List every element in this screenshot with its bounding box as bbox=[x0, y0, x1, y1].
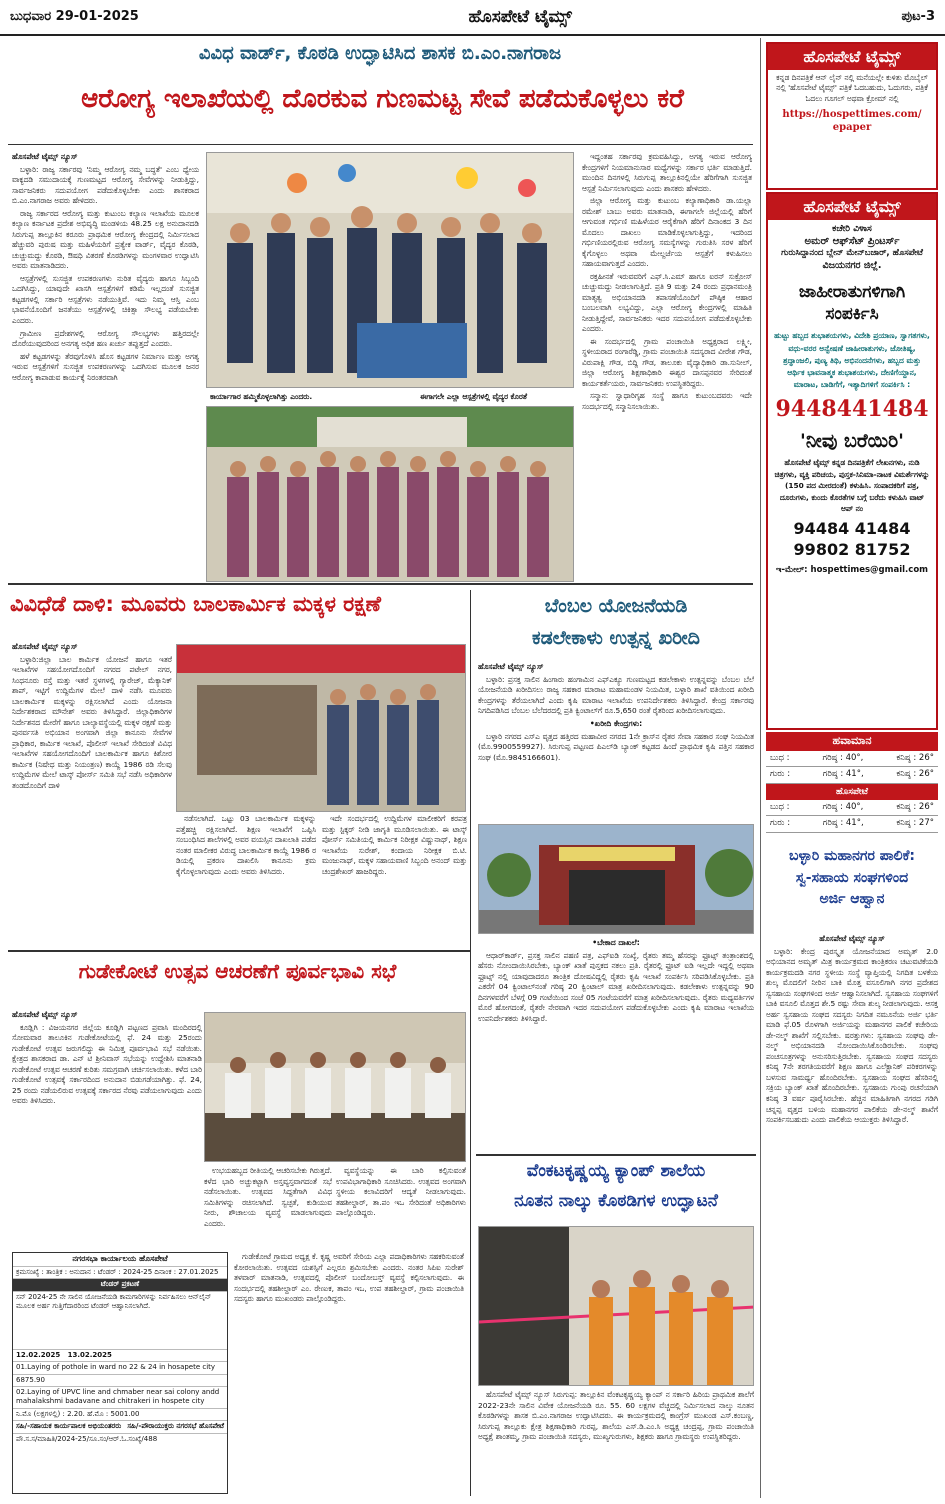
email-link[interactable]: hospettimes@gmail.com bbox=[810, 564, 929, 575]
bembala-headline-1: ಬೆಂಬಲ ಯೋಜನೆಯಡಿ bbox=[544, 595, 688, 617]
tender-office: ನಗರಸಭಾ ಕಾರ್ಯಾಲಯ ಹೊಸಪೇಟೆ bbox=[13, 1253, 227, 1267]
tender-ref: ಕ್ರಮಸಂಖ್ಯೆ : ತಾಂತ್ರಿಕ : ಅನುದಾನ : ಟೆಂಡರ್ : 2024-25 ದಿನಾಂಕ : 27.01.2025 bbox=[13, 1267, 227, 1279]
child-labour-column-3 bbox=[322, 814, 467, 944]
divider bbox=[8, 144, 753, 145]
weather-row bbox=[766, 751, 938, 767]
contact-heading: ಸಂಪರ್ಕಿಸಿ bbox=[825, 304, 879, 325]
divider bbox=[760, 38, 761, 1498]
tender-date-2: 13.02.2025 bbox=[67, 1350, 112, 1359]
write-text: ಹೊಸಪೇಟೆ ಟೈಮ್ಸ್ ಕನ್ನಡ ದಿನಪತ್ರಿಕೆಗೆ ಲೇಖನಗಳು, ನುಡಿ ಚಿತ್ರಗಳು, ವ್ಯಕ್ತಿ ಪರಿಚಯ, ಪುಸ್ತಕ-ಸಿನಿಮಾ-ನಾಟಕ ವಿಮರ್ಶೆಗಳನ್ನು (150 ಪದ ಮೀರದಂತೆ) ಕಳುಹಿಸಿ. ಸಂಪಾದಕರಿಗೆ ಪತ್ರ, ದೂರುಗಳು, ಕುಂದು ಕೊರತೆಗಳ ಬಗ್ಗೆ ಬರೆದು ಕಳುಹಿಸಿ ವಾಟ್ ಆಪ್ ನಂ bbox=[774, 458, 930, 514]
palike-headline bbox=[764, 846, 940, 911]
child-labour-column-1 bbox=[12, 642, 172, 942]
weather-day: ಬುಧ : bbox=[770, 801, 790, 812]
gudekote-paragraph: ಗುಡೇಕೋಟೆ ಗ್ರಾಮದ ಅಧ್ಯಕ್ಷ ಕೆ. ಕೃಷ್ಣ ಅವರಿಗೆ ಸೇರಿಯ ಎಲ್ಲಾ ಪದಾಧಿಕಾರಿಗಳು ಸಹಕರಿಸುವಂತೆ ಕೋರಲಾಯಿತು. ಉತ್ಸವದ ಯಶಸ್ಸಿಗೆ ಎಲ್ಲರೂ ಶ್ರಮಿಸಬೇಕು ಎಂದರು. ನಂತರ ಸಿಪಿಐ ಸುರೇಶ್ ತಳವಾರ್ ಮಾತನಾಡಿ, ಉತ್ಸವದಲ್ಲಿ ಪೊಲೀಸ್ ಬಂದೋಬಸ್ತ್ ವ್ಯವಸ್ಥೆ ಕಲ್ಪಿಸಲಾಗುವುದು. ಈ ಸಂದರ್ಭದಲ್ಲಿ ತಹಶೀಲ್ದಾರ್ ಎಂ. ರೇಣುಕ, ತಾಪಂ ಇಒ, ಉಪ ತಹಶೀಲ್ದಾರ್, ಗ್ರಾಮ ಪಂಚಾಯಿತಿ ಸದಸ್ಯರು ಹಾಗೂ ಮುಖಂಡರು ಪಾಲ್ಗೊಂಡಿದ್ದರು. bbox=[234, 1252, 464, 1304]
child-labour-photo bbox=[176, 644, 466, 812]
weather-row bbox=[766, 816, 938, 832]
weather-max: ಗರಿಷ್ಠ : 41°, bbox=[822, 769, 864, 780]
weather-min: ಕನಿಷ್ಠ : 26° bbox=[896, 801, 934, 812]
epaper-url-path[interactable]: epaper bbox=[832, 122, 872, 134]
gudekote-byline: ಹೊಸಪೇಟೆ ಟೈಮ್ಸ್ ನ್ಯೂಸ್ bbox=[12, 1010, 78, 1019]
school-headline-2: ನೂತನ ನಾಲ್ಕು ಕೊಠಡಿಗಳ ಉದ್ಘಾಟನೆ bbox=[514, 1191, 718, 1211]
child-labour-paragraph: ಬಳ್ಳಾರಿ:ಜಿಲ್ಲಾ ಬಾಲ ಕಾರ್ಮಿಕ ಯೋಜನೆ ಹಾಗೂ ಇತರೆ ಇಲಾಖೆಗಳ ಸಹಯೋಗದೊಂದಿಗೆ ನಗರದ ಪಟೇಲ್ ನಗರ, ಸಿಂಧನೂರು ರಸ್ತೆ ಮತ್ತು ಇತರೆ ಸ್ಥಳಗಳಲ್ಲಿ ಗ್ಯಾರೇಜ್, ಮೆಕ್ಯಾನಿಕ್ ಶಾಪ್, ಇಟ್ಟಿಗೆ ಉದ್ದಿಮೆಗಳ ಮೇಲೆ ದಾಳಿ ನಡೆಸಿ ಮೂವರು ಬಾಲಕಾರ್ಮಿಕ ಮಕ್ಕಳನ್ನು ರಕ್ಷಿಸಲಾಗಿದೆ ಎಂದು ಯೋಜನಾ ನಿರ್ದೇಶಕರಾದ ಮೌನೇಶ್ ಅವರು ತಿಳಿಸಿದ್ದಾರೆ. ಜಿಲ್ಲಾಧಿಕಾರಿಗಳ ನಿರ್ದೇಶನದ ಮೇರೆಗೆ ಹಾಗೂ ಬಾಲ್ಯಾವಸ್ಥೆಯಲ್ಲಿ ಮಕ್ಕಳ ರಕ್ಷಣೆ ಮತ್ತು ಪುನರ್ವಸತಿ ಅಭಿಯಾನ ಅಂಗವಾಗಿ ಜಿಲ್ಲಾ ಕಾನೂನು ಸೇವೆಗಳ ಪ್ರಾಧಿಕಾರ, ಕಾರ್ಮಿಕ ಇಲಾಖೆ, ಪೊಲೀಸ್ ಇಲಾಖೆ ಸೇರಿದಂತೆ ವಿವಿಧ ಇಲಾಖೆಗಳ ಸಹಯೋಗದೊಂದಿಗೆ ಬಾಲಕಾರ್ಮಿಕ ಹಾಗೂ ಕಿಶೋರ ಕಾರ್ಮಿಕ (ನಿಷೇಧ ಮತ್ತು ನಿಯಂತ್ರಣ) ಕಾಯ್ದೆ 1986 ರಡಿ ಸೆಲವು ಉದ್ದಿಮೆಗಳ ಮೇಲೆ ಟಾಸ್ಕ್ ಪೋರ್ಸ್ ಸಮಿತಿ ಸಭೆ ನಡೆಸಿ ಅಧಿಕಾರಿಗಳ ತಂಡದೊಂದಿಗೆ ದಾಳಿ bbox=[12, 654, 172, 790]
bembala-paragraph: ಆಧಾರ್‌ಕಾರ್ಡ್, ಪ್ರಸಕ್ತ ಸಾಲಿನ ಪಹಣಿ ಪತ್ರ, ಎಫ್‌ಐಡಿ ಸಂಖ್ಯೆ, ರೈತರು ತಮ್ಮ ಹೆಸರನ್ನು ಫ್ರೂಟ್ಸ್ ತಂತ್ರಾಂಶದಲ್ಲಿ ಹೆಸರು ನೋಂದಾಯಿಸಿರಬೇಕು, ಬ್ಯಾಂಕ್ ಖಾತೆ ಪುಸ್ತಕದ ನಕಲು ಪ್ರತಿ. ರೈತರಲ್ಲಿ ಫ್ರೂಟ್ ಐಡಿ ಇಲ್ಲದೇ ಇದ್ದಲ್ಲಿ ಅಥವಾ ಫ್ರೂಟ್ಸ್ ನಲ್ಲಿ ಯಾವುದಾದರೂ ತಾಂತ್ರಿಕ ದೋಷವಿದ್ದಲ್ಲಿ ರೈತರು ಕೃಷಿ ಇಲಾಖೆ ಸಂಪರ್ಕಿಸಿ ಸರಿಪಡಿಸಿಕೊಳ್ಳಬೇಕು. ಪ್ರತಿ ಎಕರೆಗೆ 04 ಕ್ವಿಂಟಾಲ್‌ನಂತೆ ಗರಿಷ್ಠ 20 ಕ್ವಿಂಟಾಲ್ ಮಾತ್ರ ಖರೀದಿಸಲಾಗುವುದು. ಕಡಲೇಕಾಳು ಉತ್ಪನ್ನವನ್ನು 90 ದಿನಗಳವರೆಗೆ ಬೆಳಗ್ಗೆ 09 ಗಂಟೆಯಿಂದ ಸಂಜೆ 05 ಗಂಟೆಯವರೆಗೆ ಮಾತ್ರ ಖರೀದಿಸಲಾಗುವುದು. ರೈತರು ಮಧ್ಯವರ್ತಿಗಳ ಮೊರೆ ಹೋಗದಂತೆ, ರೈತರೇ ನೇರವಾಗಿ ಇದರ ಸದುಪಯೋಗ ಪಡೆದುಕೊಳ್ಳಬೇಕು ಎಂದು ಕೃಷಿ ಮಾರಾಟ ಇಲಾಖೆಯ ಉಪನಿರ್ದೇಶಕರು ತಿಳಿಸಿದ್ದಾರೆ. bbox=[478, 950, 754, 1023]
weather-min: ಕನಿಷ್ಠ : 27° bbox=[896, 818, 934, 829]
lead-column-1 bbox=[12, 152, 199, 580]
whatsapp-phone-1[interactable]: 94484 41484 bbox=[793, 518, 911, 538]
lead-paragraph: ಆಸ್ಪತ್ರೆಗಳಲ್ಲಿ ಸುಸಜ್ಜಿತ ಉಪಕರಣಗಳು ನುರಿತ ವೈದ್ಯರು ಹಾಗೂ ಸಿಬ್ಬಂದಿ ಒದಗಿಸಿದ್ದು, ಯಾವುದೇ ಖಾಸಗಿ ಆಸ್ಪತ್ರೆಗಳಿಗೆ ಕಡಿಮೆ ಇಲ್ಲದಂತೆ ಸುಸಜ್ಜಿತ ಕಟ್ಟಡಗಳಲ್ಲಿ ಸರ್ಕಾರಿ ಆಸ್ಪತ್ರೆಗಳು ನಡೆಯುತ್ತಿವೆ. ಇದು ನಿಮ್ಮ ಆಸ್ತಿ ಎಂಬ ಭಾವನೆಯೊಂದಿಗೆ ಜನತೆಯು ಆಸ್ಪತ್ರೆಗಳಲ್ಲಿ ಚಿಕಿತ್ಸಾ ಸೌಲಭ್ಯ ಪಡೆಯಬೇಕು ಎಂದರು. bbox=[12, 273, 199, 325]
ads-list: ಹುಟ್ಟು ಹಬ್ಬದ ಶುಭಾಶಯಗಳು, ವಿದೇಶಿ ಪ್ರಯಾಣ, ಸ್ವಾಗತಗಳು, ವಧು-ವರರ ಅನ್ವೇಷಣೆ ಜಾಹೀರಾತುಗಳು, ಜೋತಿಷ್ಯ, ಶ್ರದ್ಧಾಂಜಲಿ, ಪುಣ್ಯ ತಿಥಿ, ಅಭಿನಂದನೆಗಳು, ಹಬ್ಬದ ಮತ್ತು ಆರ್ಥಿಕ ಭಾವನಾತ್ಮಕ ಶುಭಾಶಯಗಳು, ದೇಣಿಗೆಯ್ದಾನ, ಮಾರಾಟ, ಬಾಡಿಗೆಗೆ, ಇತ್ಯಾದಿಗಳಿಗೆ ಸಂಪರ್ಕಿಸಿ : bbox=[774, 331, 930, 389]
gudekote-paragraph: ಉಭಯಹಬ್ಬದ ರೀತಿಯಲ್ಲಿ ಆಚರಿಸಬೇಕು ಗಿರುತ್ತದೆ. ಕಳೆದ ಭಾರಿ ಅಚ್ಚುಕಟ್ಟಾಗಿ ಅಸ್ತವ್ಯಸ್ತವಾಗದಂತೆ ಸಭೆ ನಡೆಸಲಾಯಿತು. ಉತ್ಸವದ ಸಿದ್ದತೆಗಾಗಿ ವಿವಿಧ ಸಮಿತಿಗಳನ್ನು ರಚಿಸಲಾಗಿದೆ. ಸ್ವಚ್ಛತೆ, ಕುಡಿಯುವ ನೀರು, ಶೌಚಾಲಯ ವ್ಯವಸ್ಥೆ ಮಾಡಲಾಗುವುದು ಎಂದರು. bbox=[204, 1166, 332, 1228]
tender-sign-right: ಸಹಿ/-ಪೌರಾಯುಕ್ತರು ನಗರಸಭೆ ಹೊಸಪೇಟೆ bbox=[127, 1422, 224, 1431]
sidebar-brand-2: ಹೊಸಪೇಟೆ ಟೈಮ್ಸ್ bbox=[768, 194, 936, 220]
bembala-body-bottom bbox=[478, 938, 754, 1150]
bembala-paragraph: ಬಳ್ಳಾರಿ: ಪ್ರಸಕ್ತ ಸಾಲಿನ ಹಿಂಗಾರು ಹಂಗಾಮಿನ ಎಫ್‌ಎಕ್ಯೂ ಗುಣಮಟ್ಟದ ಕಡಲೇಕಾಳು ಉತ್ಪನ್ನವನ್ನು ಬೆಂಬಲ ಬೆಲೆ ಯೋಜನೆಯಡಿ ಖರೀದಿಸಲು ರಾಜ್ಯ ಸಹಕಾರ ಮಾರಾಟ ಮಹಾಮಂಡಳ ನಿಯಮಿತ, ಬಳ್ಳಾರಿ ಶಾಖೆ ವತಿಯಿಂದ ಖರೀದಿ ಕೇಂದ್ರಗಳನ್ನು ತೆರೆಯಲಾಗಿದೆ ಎಂದು ಕೃಷಿ ಮಾರಾಟ ಇಲಾಖೆಯ ಉಪನಿರ್ದೇಶಕರು ತಿಳಿಸಿದ್ದಾರೆ. ಕೇಂದ್ರ ಸರ್ಕಾರವು ನಿಗದಿಪಡಿಸಿದ ಬೆಂಬಲ ಬೆಲೆದರದಲ್ಲಿ ಪ್ರತಿ ಕ್ವಿಂಟಾಲ್‌ಗೆ ರೂ.5,650 ರಂತೆ ರೈತರಿಂದ ಖರೀದಿಸಲಾಗುವುದು. bbox=[478, 674, 754, 716]
child-labour-paragraph: ನಡೆಸಲಾಗಿದೆ. ಒಟ್ಟು 03 ಬಾಲಕಾರ್ಮಿಕ ಮಕ್ಕಳನ್ನು ಪತ್ತೆಹಚ್ಚಿ ರಕ್ಷಿಸಲಾಗಿದೆ. ಶಿಕ್ಷಣ ಇಲಾಖೆಗೆ ಒಪ್ಪಿಸಿ ಸಂಬಂಧಿಸಿದ ಶಾಲೆಗಳಲ್ಲಿ ಅವರ ವಯಸ್ಸಿನ ದಾಖಲಾತಿ ಪಡೆದ ನಂತರ ಮಾಲೀಕರ ವಿರುದ್ಧ ಬಾಲಕಾರ್ಮಿಕ ಕಾಯ್ದೆ 1986 ರ ಡಿಯಲ್ಲಿ ಪ್ರಕರಣ ದಾಖಲಿಸಿ ಕಾನೂನು ಕ್ರಮ ಕೈಗೊಳ್ಳಲಾಗುವುದು ಎಂದು ಅವರು ತಿಳಿಸಿದರು. bbox=[176, 814, 316, 876]
tender-work-1: 01.Laying of pothole in ward no 22 & 24 in hosapete city bbox=[13, 1362, 227, 1374]
lead-paragraph: ಬಳ್ಳಾರಿ: ರಾಜ್ಯ ಸರ್ಕಾರವು 'ನಿಮ್ಮ ಆರೋಗ್ಯ ನಮ್ಮ ಬದ್ಧತೆ' ಎಂಬ ಧ್ಯೇಯ ವಾಕ್ಯದಡಿ ಸಮುದಾಯಕ್ಕೆ ಗುಣಮಟ್ಟದ ಆರೋಗ್ಯ ಸೇವೆಗಳನ್ನು ನೀಡುತ್ತಿದ್ದು, ಸಾರ್ವಜನಿಕರು ಸದುಪಯೋಗ ಪಡೆದುಕೊಳ್ಳಬೇಕು ಎಂದು ಶಾಸಕರಾದ ಬಿ.ಎಂ.ನಾಗರಾಜ ಅವರು ಹೇಳಿದರು. bbox=[12, 164, 199, 206]
lead-paragraph: ಜಿಲ್ಲಾ ಆರೋಗ್ಯ ಮತ್ತು ಕುಟುಂಬ ಕಲ್ಯಾಣಾಧಿಕಾರಿ ಡಾ.ಯಲ್ಲಾ ರಮೇಶ್ ಬಾಬು ಅವರು ಮಾತನಾಡಿ, ಈಗಾಗಲೇ ಜಿಲ್ಲೆಯಲ್ಲಿ ಹೆರಿಗೆ ಆಗುವಂತ ಗರ್ಭಿಣಿ ಮಹಿಳೆಯರ ಆರೈಕೆಗಾಗಿ ಹೆರಿಗೆ ದಿನಾಂಕದ 3 ದಿನ ಮೊದಲು ದಾಖಲು ಮಾಡಿಕೊಳ್ಳಲಾಗುತ್ತಿದ್ದು, ಇದರಿಂದ ಗರ್ಭಿಣಿಯರಲ್ಲಿರುವ ಆರೋಗ್ಯ ಸಮಸ್ಯೆಗಳನ್ನು ಗುರುತಿಸಿ ಸರಳ ಹೆರಿಗೆ ಕೈಗೊಳ್ಳಲು ಅಥವಾ ಮೇಲ್ದರ್ಜೆಯ ಆಸ್ಪತ್ರೆಗೆ ಕಳುಹಿಸಲು ಸಹಾಯವಾಗುತ್ತದೆ ಎಂದರು. bbox=[582, 196, 752, 269]
newspaper-name: ಹೊಸಪೇಟೆ ಟೈಮ್ಸ್ bbox=[468, 6, 572, 27]
tender-body: ಸನ್ 2024-25 ನೇ ಸಾಲಿನ ಯೋಜನೆಯಡಿ ಕಾಮಗಾರಿಗಳನ್ನು ನಿರ್ವಹಿಸಲು ಆನ್‌ಲೈನ್ ಮೂಲಕ ಅರ್ಹ ಗುತ್ತಿಗೆದಾರರಿಂದ ಟೆಂಡರ್ ಆಹ್ವಾನಿಸಲಾಗಿದೆ. bbox=[13, 1292, 227, 1350]
weather-day: ಗುರು : bbox=[770, 769, 791, 780]
email-label: ಇ-ಮೇಲ್: bbox=[775, 564, 808, 575]
child-labour-column-2 bbox=[176, 814, 316, 944]
weather-day: ಗುರು : bbox=[770, 818, 791, 829]
lead-paragraph: ಸನ್ಮಾನ: ಸ್ವಾಧಾರಿಗೃಹ ಸಂಸ್ಥೆ ಹಾಗೂ ಕುಟುಂಬದವರು ಇದೇ ಸಂದರ್ಭದಲ್ಲಿ ಸನ್ಮಾನಿಸಲಾಯಿತು. bbox=[582, 391, 752, 411]
gudekote-column-1 bbox=[12, 1010, 202, 1246]
lead-photo-caption-1: ಕಾರ್ಯಾಗಾರ ಹಮ್ಮಿಕೊಳ್ಳಲಾಗಿತ್ತು ಎಂದರು. bbox=[210, 392, 313, 401]
gudekote-paragraph: ವ್ಯವಸ್ಥೆಯನ್ನು ಈ ಬಾರಿ ಕಲ್ಪಿಸುವಂತೆ ಉಪವಿಭಾಗಾಧಿಕಾರಿ ಸೂಚಿಸಿದರು. ಉತ್ಸವದ ಅಂಗವಾಗಿ ಸ್ಥಳೀಯ ಕಲಾವಿದರಿಗೆ ಆದ್ಯತೆ ನೀಡಲಾಗುವುದು. ತಹಶೀಲ್ದಾರ್, ತಾ.ಪಂ ಇಒ ಸೇರಿದಂತೆ ಅಧಿಕಾರಿಗಳು ಪಾಲ್ಗೊಂಡಿದ್ದರು. bbox=[336, 1166, 466, 1218]
gudekote-paragraph: ಕೂಡ್ಲಿಗಿ : ವಿಜಯನಗರ ಜಿಲ್ಲೆಯ ಕೂಡ್ಲಿಗಿ ಪಟ್ಟಣದ ಪ್ರವಾಸಿ ಮಂದಿರದಲ್ಲಿ ಸೋಮವಾರ ತಾಲೂಕಿನ ಗುಡೇಕೋಟೆಯಲ್ಲಿ ಫೆ. 24 ಮತ್ತು 25ರಂದು ಗುಡೇಕೋಟೆ ಉತ್ಸವ ಜರುಗಲಿದ್ದು ಈ ನಿಮಿತ್ತ ಪೂರ್ವಭಾವಿ ಸಭೆ ನಡೆಯಿತು. ಕ್ಷೇತ್ರದ ಶಾಸಕರಾದ ಡಾ. ಎನ್ ಟಿ ಶ್ರೀನಿವಾಸ್ ಸಭೆಯನ್ನು ಉದ್ದೇಶಿಸಿ ಮಾತನಾಡಿ ಗುಡೇಕೋಟೆ ಉತ್ಸವ ಆಚರಣೆ ಕುರಿತು ಸಮಗ್ರವಾಗಿ ಚರ್ಚಿಸಲಾಯಿತು. ಕಳೆದ ಬಾರಿ ಗುಡೇಕೋಟೆ ಉತ್ಸವಕ್ಕೆ ಸರ್ಕಾರದಿಂದ ಅನುದಾನ ಬಿಡುಗಡೆಯಾಗಿತ್ತು. ಫೆ. 24, 25 ರಂದು ನಡೆಯಲಿರುವ ಉತ್ಸವಕ್ಕೆ ಸರ್ಕಾರದ ನೆರವು ಪಡೆಯಲಾಗುವುದು ಎಂದು ಅವರು ತಿಳಿಸಿದರು. bbox=[12, 1022, 202, 1106]
write-slogan: 'ನೀವು ಬರೆಯಿರಿ' bbox=[800, 429, 904, 452]
child-labour-headline: ವಿವಿಧೆಡೆ ದಾಳಿ: ಮೂವರು ಬಾಲಕಾರ್ಮಿಕ ಮಕ್ಕಳ ರಕ್ಷಣೆ bbox=[10, 592, 381, 616]
gudekote-column-2 bbox=[204, 1166, 332, 1246]
gudekote-headline: ಗುಡೇಕೋಟೆ ಉತ್ಸವ ಆಚರಣೆಗೆ ಪೂರ್ವಭಾವಿ ಸಭೆ bbox=[78, 959, 397, 983]
lead-photo-caption-2: ಈಗಾಗಲೇ ಎಲ್ಲಾ ಆಸ್ಪತ್ರೆಗಳಲ್ಲಿ ವೈದ್ಯರ ಕೊರತೆ bbox=[420, 392, 528, 401]
printer-name: ಅಮರ್ ಆಫ್‌ಸೆಟ್ ಪ್ರಿಂಟರ್ಸ್ bbox=[804, 235, 900, 247]
divider bbox=[476, 1154, 756, 1156]
school-headline-1: ವೆಂಕಟಕೃಷ್ಣಯ್ಯ ಕ್ಯಾಂಪ್ ಶಾಲೆಯ bbox=[526, 1161, 706, 1181]
lead-paragraph: ಈ ಸಂದರ್ಭದಲ್ಲಿ ಗ್ರಾಮ ಪಂಚಾಯಿತಿ ಅಧ್ಯಕ್ಷರಾದ ಲಕ್ಷ್ಮೀ, ಸ್ಥಳೀಯರಾದ ರಂಗಾರೆಡ್ಡಿ, ಗ್ರಾಮ ಪಂಚಾಯಿತಿ ಸದಸ್ಯರಾದ ವೀರೇಶ ಗೌಡ, ವಿರುಪಾಕ್ಷಿ ಗೌಡ, ಬಿದ್ದಿ ಗೌಡ, ತಾಲೂಕು ವೈದ್ಯಾಧಿಕಾರಿ ಡಾ.ಸುನೀಲ್, ಜಿಲ್ಲಾ ಆರೋಗ್ಯ ಶಿಕ್ಷಣಾಧಿಕಾರಿ ಈಶ್ವರ ದಾಸಪ್ಪನವರ ಸೇರಿದಂತೆ ಕಾರ್ಯಕರ್ತೆಯರು, ಸಾರ್ವಜನಿಕರು ಉಪಸ್ಥಿತರಿದ್ದರು. bbox=[582, 336, 752, 388]
palike-paragraph: ಬಳ್ಳಾರಿ: ಕೇಂದ್ರ ಪುರಸ್ಕೃತ ಯೋಜನೆಯಾದ ಅಮೃತ್ 2.0 ಅಭಿಯಾನದ ಅಮೃತ್ ಮಿತ್ರ ಕಾರ್ಯಕ್ರಮದ ಕಾಂತ್ರಿಕರಣ ಚಟುವಟಿಕೆಯಡಿ ಕಾರ್ಯಕ್ರಮದಡಿ ನಗರ ಸ್ಥಳೀಯ ಸಂಸ್ಥೆ ವ್ಯಾಪ್ತಿಯಲ್ಲಿ ನಿಗದಿತ ಬಳಕೆಯ ಶುಲ್ಕ ಮೊದಲಿಗೆ ನೀರಿನ ಬಾಕಿ ಮೊತ್ತ ವಸೂಲಿಗಾಗಿ ನಗರ ಪ್ರದೇಶದ ಸ್ವಸಹಾಯ ಸಂಘಗಳಿಂದ ಅರ್ಜಿ ಆಹ್ವಾನಿಸಲಾಗಿದೆ. ಸ್ವಸಹಾಯ ಸಂಘಗಳಿಗೆ ಬಾಕಿ ವಸೂಲಿ ಮೊತ್ತದ ಶೇ.5 ರಷ್ಟು ಸೇವಾ ಶುಲ್ಕ ನೀಡಲಾಗುವುದು. ಆಸಕ್ತ ಅರ್ಹ ಸ್ವಸಹಾಯ ಸಂಘದ ಸದಸ್ಯರು ನಿಗದಿತ ನಮೂನೆಯ ಅರ್ಜಿ ಭರ್ತಿ ಮಾಡಿ ಫೆ.05 ರೊಳಗಾಗಿ ಅರ್ಜಿಯನ್ನು ಮಹಾನಗರ ಪಾಲಿಕೆ ಕಚೇರಿಯ ಡೇ-ನಲ್ಮ್ ಶಾಖೆಗೆ ಸಲ್ಲಿಸಬೇಕು. ಷರತ್ತುಗಳು: ಸ್ವಸಹಾಯ ಸಂಘವು ಡೇ-ನಲ್ಮ್ ಅಭಿಯಾನದಡಿ ನೋಂದಾಯಿಸಿಕೊಂಡಿರಬೇಕು. ಸಂಘವು ಪಂಚಸೂತ್ರಗಳನ್ನು ಅನುಸರಿಸುತ್ತಿರಬೇಕು. ಸ್ವಸಹಾಯ ಸಂಘದ ಸದಸ್ಯರು ಕನಿಷ್ಠ 7ನೇ ತರಗತಿಯವರೆಗೆ ಶಿಕ್ಷಣ ಹಾಗೂ ಎಲೆಕ್ಟ್ರಾನಿಕ್ ಪರಿಕರಗಳನ್ನು ಬಳಸುವ ಸಾಮರ್ಥ್ಯ ಹೊಂದಿರಬೇಕು. ಸ್ವಸಹಾಯ ಸಂಘದ ಹೆಸರಿನಲ್ಲಿ ಸಕ್ರಿಯ ಬ್ಯಾಂಕ್ ಖಾತೆ ಹೊಂದಿರಬೇಕು. ಸ್ವಸಹಾಯ ಗುಂಪು ರಚನೆಯಾಗಿ ಕನಿಷ್ಠ 3 ವರ್ಷ ಪೂರೈಸಿರಬೇಕು. ಹೆಚ್ಚಿನ ಮಾಹಿತಿಗಾಗಿ ನಗರದ ಗಡಿಗಿ ಚನ್ನಪ್ಪ ವೃತ್ತದ ಬಳಿಯ ಮಹಾನಗರ ಪಾಲಿಕೆಯ ಡೇ-ನಲ್ಮ್ ಶಾಖೆಗೆ ಸಂಪರ್ಕಿಸಬಹುದು ಎಂದು ಪಾಲಿಕೆಯ ಆಯುಕ್ತರು ತಿಳಿಸಿದ್ದಾರೆ. bbox=[766, 946, 938, 1125]
lead-photo-inauguration bbox=[206, 152, 574, 388]
weather-max: ಗರಿಷ್ಠ : 41°, bbox=[822, 818, 864, 829]
bembala-paragraph: ಬಳ್ಳಾರಿ ನಗರದ ಎಸ್‌ಎ ವೃತ್ತದ ಹತ್ತಿರದ ಮಹಾವೀರ ನಗರದ 1ನೇ ಕ್ರಾಸ್‌ನ ರೈತರ ಸೇವಾ ಸಹಕಾರ ಸಂಘ ನಿಯಮಿತ (ಮೊ.9900559927). ಸಿರುಗುಪ್ಪ ಪಟ್ಟಣದ ಪಿಎಲ್‌ಡಿ ಬ್ಯಾಂಕ್ ಕಟ್ಟಡದ ಹಿಂದೆ ಪ್ರಾಥಮಿಕ ಕೃಷಿ ಪತ್ತಿನ ಸಹಕಾರ ಸಂಘ (ಮೊ.9845166601). bbox=[478, 731, 754, 762]
lead-headline: ಆರೋಗ್ಯ ಇಲಾಖೆಯಲ್ಲಿ ದೊರಕುವ ಗುಣಮಟ್ಟ ಸೇವೆ ಪಡೆದುಕೊಳ್ಳಲು ಕರೆ bbox=[81, 84, 684, 114]
divider bbox=[8, 583, 753, 585]
issue-date: ಬುಧವಾರ 29-01-2025 bbox=[10, 9, 139, 25]
masthead bbox=[0, 0, 945, 36]
bembala-doc-title: •ಬೇಕಾದ ದಾಖಲೆ: bbox=[592, 938, 640, 947]
lead-column-3 bbox=[582, 152, 752, 580]
weather-max: ಗರಿಷ್ಠ : 40°, bbox=[822, 801, 864, 812]
weather-day: ಬುಧ : bbox=[770, 752, 790, 763]
office-label: ಕಚೇರಿ ವಿಳಾಸ bbox=[832, 223, 872, 234]
epaper-box bbox=[766, 42, 938, 190]
page-number: ಪುಟ-3 bbox=[901, 9, 935, 25]
weather-city: ಹೊಸಪೇಟೆ bbox=[766, 784, 938, 800]
office-ads-box bbox=[766, 192, 938, 730]
weather-min: ಕನಿಷ್ಠ : 26° bbox=[896, 769, 934, 780]
bembala-body-top bbox=[478, 662, 754, 822]
divider bbox=[470, 590, 471, 1496]
lead-paragraph: ಗ್ರಾಮೀಣ ಪ್ರದೇಶಗಳಲ್ಲಿ ಆರೋಗ್ಯ ಸೌಲಭ್ಯಗಳು ಹತ್ತಿರದಲ್ಲೇ ದೊರೆಯುವುದರಿಂದ ಅನಗತ್ಯ ಅಧಿಕ ಹಣ ಖರ್ಚು ತಪ್ಪುತ್ತದೆ ಎಂದರು. bbox=[12, 328, 199, 349]
school-inauguration-photo bbox=[478, 1226, 754, 1386]
weather-max: ಗರಿಷ್ಠ : 40°, bbox=[822, 752, 864, 763]
weather-title: ಹವಾಮಾನ bbox=[766, 732, 938, 751]
palike-body bbox=[766, 934, 938, 1496]
lead-paragraph: ಇದ್ದಂತಹ ಸರ್ಕಾರವು ಕ್ರಮವಹಿಸಿದ್ದು, ಅಗತ್ಯ ಇರುವ ಆರೋಗ್ಯ ಕೇಂದ್ರಗಳಿಗೆ ನಿಯಮಾನುಸಾರ ಮಧ್ಯೆಗಳನ್ನು ಸರ್ಕಾರ ಭರ್ತಿ ಮಾಡುತ್ತಿದೆ. ಮುಂದಿನ ದಿನಗಳಲ್ಲಿ ಸಿರುಗುಪ್ಪ ತಾಲ್ಲೂಕಿನಲ್ಲಿಯೇ ಹೆರಿಗೆಗಾಗಿ ಸುಸಜ್ಜಿತ ಆಸ್ಪತ್ರೆ ನಿರ್ಮಿಸಲಾಗುವುದು ಎಂದು ಶಾಸಕರು ಹೇಳಿದರು. bbox=[582, 152, 752, 193]
divider bbox=[8, 950, 470, 952]
tender-footer: ಪೌ.ಸ.ಸ/ಮಾಹಿತಿ/2024-25/ಸೂ.ಸಂ/ಆರ್.ಓ.ಸಂಖ್ಯೆ/488 bbox=[16, 1434, 158, 1443]
lead-subhead: ವಿವಿಧ ವಾರ್ಡ್, ಕೊಠಡಿ ಉದ್ಘಾಟಿಸಿದ ಶಾಸಕ ಬಿ.ಎಂ.ನಾಗರಾಜ bbox=[198, 43, 562, 64]
palike-headline-2: ಸ್ವ-ಸಹಾಯ ಸಂಘಗಳಿಂದ bbox=[795, 869, 909, 886]
lead-paragraph: ಹಳೆ ಕಟ್ಟಡಗಳನ್ನು ತೆರವುಗೊಳಿಸಿ ಹೊಸ ಕಟ್ಟಡಗಳ ನಿರ್ಮಾಣ ಮತ್ತು ಅಗತ್ಯ ಇರುವ ಆಸ್ಪತ್ರೆಗಳಿಗೆ ಸುಸಜ್ಜಿತ ಉಪಕರಣಗಳನ್ನು ಒದಗಿಸುವ ಮೂಲಕ ಜನರ ಆರೋಗ್ಯ ಕಾಪಾಡುವ ಕಾರ್ಯಕ್ಕೆ ನಿರಂತರವಾಗಿ bbox=[12, 351, 199, 382]
child-labour-byline: ಹೊಸಪೇಟೆ ಟೈಮ್ಸ್ ನ್ಯೂಸ್ bbox=[12, 642, 78, 651]
bembala-centers-title: •ಖರೀದಿ ಕೇಂದ್ರಗಳು: bbox=[589, 718, 643, 728]
lead-byline: ಹೊಸಪೇಟೆ ಟೈಮ್ಸ್ ನ್ಯೂಸ್ bbox=[12, 152, 78, 161]
bembala-byline: ಹೊಸಪೇಟೆ ಟೈಮ್ಸ್ ನ್ಯೂಸ್ bbox=[478, 662, 544, 671]
tender-amount-1: 6875.90 bbox=[13, 1375, 227, 1387]
office-district: ವಿಜಯನಗರ ಜಿಲ್ಲೆ. bbox=[822, 259, 882, 271]
child-labour-paragraph: ಇದೇ ಸಂದರ್ಭದಲ್ಲಿ ಉದ್ದಿಮೆಗಳ ಮಾಲೀಕರಿಗೆ ಕರಪತ್ರ ಮತ್ತು ಸ್ಟಿಕ್ಕರ್ ನೀಡಿ ಜಾಗೃತಿ ಮೂಡಿಸಲಾಯಿತು. ಈ ಟಾಸ್ಕ್ ಪೋರ್ಸ್ ಸಮಿತಿಯಲ್ಲಿ ಕಾರ್ಮಿಕ ನಿರೀಕ್ಷಕ ವಿಷ್ಣುನಾಥ್, ಶಿಕ್ಷಣ ಇಲಾಖೆಯ ಸುರೇಶ್, ಕಂದಾಯ ನಿರೀಕ್ಷಕ ಬಿ.ಟಿ. ಮಂಜುನಾಥ್, ಮಕ್ಕಳ ಸಹಾಯವಾಣಿ ಸಿಬ್ಬಂದಿ ಅನಂದ್ ಮತ್ತು ಚಂದ್ರಶೇಖರ್ ಹಾಜರಿದ್ದರು. bbox=[322, 814, 467, 876]
weather-row bbox=[766, 800, 938, 816]
bembala-photo-gate bbox=[478, 824, 754, 934]
weather-row bbox=[766, 767, 938, 783]
epaper-text: ಕನ್ನಡ ದಿನಪತ್ರಿಕೆ ಆನ್ ಲೈನ್ ನಲ್ಲಿ ಮನೆಯಲ್ಲೇ ಕುಳಿತು ಮೊಬೈಲ್ ನಲ್ಲಿ 'ಹೊಸಪೇಟೆ ಟೈಮ್ಸ್' ಪತ್ರಿಕೆ ಓದಬಹುದು, ಓದುಗರು, ಪತ್ರಿಕೆ ಓದಲು ಗೂಗಲ್ ಅಥವಾ ಕ್ರೋಮ್ ನಲ್ಲಿ bbox=[776, 72, 928, 104]
lead-paragraph: ರಾಜ್ಯ ಸರ್ಕಾರದ ಆರೋಗ್ಯ ಮತ್ತು ಕುಟುಂಬ ಕಲ್ಯಾಣ ಇಲಾಖೆಯ ಮೂಲಕ ಕಲ್ಯಾಣ ಕರ್ನಾಟಕ ಪ್ರದೇಶ ಅಭಿವೃದ್ಧಿ ಮಂಡಳಿಯ 48.25 ಲಕ್ಷ ಅನುದಾನದಡಿ ಸಿರುಗುಪ್ಪ ತಾಲ್ಲೂಕಿನ ಕರೂರು ಪ್ರಾಥಮಿಕ ಆರೋಗ್ಯ ಕೇಂದ್ರದಲ್ಲಿ ನಿರ್ಮಿಸಲಾದ ಹೆಚ್ಚುವರಿ ಪುರುಷ ಮತ್ತು ಮಹಿಳೆಯರಿಗೆ ಪ್ರತ್ಯೇಕ ವಾರ್ಡ್, ವೈದ್ಯರ ಕೊಠಡಿ, ಚುಚ್ಚುಮದ್ದು ಕೊಠಡಿ, ಔಷಧಿ ವಿತರಣೆ ಕೊಠಡಿಗಳನ್ನು ಮಂಗಳವಾರ ಉದ್ಘಾಟಿಸಿ ಅವರು ಮಾತನಾಡಿದರು. bbox=[12, 208, 199, 271]
gudekote-column-4 bbox=[234, 1252, 464, 1496]
palike-headline-3: ಅರ್ಜಿ ಆಹ್ವಾನ bbox=[819, 891, 885, 908]
lead-photo-group bbox=[206, 406, 574, 582]
office-address: ಗುರುಸಿದ್ದಾನಂದ ಬ್ಲೇನ್ ಮೇನ್‌ಬಜಾರ್, ಹೊಸಪೇಟೆ bbox=[781, 248, 923, 259]
weather-min: ಕನಿಷ್ಠ : 26° bbox=[896, 752, 934, 763]
weather-box bbox=[766, 732, 938, 833]
whatsapp-phone-2[interactable]: 99802 81752 bbox=[793, 540, 911, 560]
lead-paragraph: ರಕ್ತಹೀನತೆ ಇರುವವರಿಗೆ ಎಫ್.ಸಿ.ಎಮ್ ಹಾಗೂ ಐರನ್ ಸುಕ್ರೋಸ್ ಚುಚ್ಚುಮದ್ದು ನೀಡಲಾಗುತ್ತಿದೆ. ಪ್ರತಿ 9 ಮತ್ತು 24 ರಂದು ಪ್ರಧಾನಮಂತ್ರಿ ಮಾತೃತ್ವ ಅಭಿಯಾನದಡಿ ತಪಾಸಣೆಯೊಂದಿಗೆ ಪೌಷ್ಠಿಕ ಆಹಾರ ಬಂಬಲವಾಗಿ ಲಭ್ಯವಿದ್ದು, ಎಲ್ಲಾ ಆರೋಗ್ಯ ಕೇಂದ್ರಗಳಲ್ಲಿ ಮಾಹಿತಿ ನೀಡುತ್ತಿದ್ದೇವೆ, ಸಾರ್ವಜನಿಕರು ಇದರ ಸದುಪಯೋಗ ಪಡೆದುಕೊಳ್ಳಬೇಕು ಎಂದರು. bbox=[582, 271, 752, 334]
epaper-url-link[interactable]: https://hospettimes.com/ bbox=[782, 108, 922, 120]
bembala-headline-2: ಕಡಲೇಕಾಳು ಉತ್ಪನ್ನ ಖರೀದಿ bbox=[532, 627, 700, 649]
gudekote-column-3 bbox=[336, 1166, 466, 1246]
ads-phone[interactable]: 9448441484 bbox=[775, 396, 929, 423]
ads-heading: ಜಾಹೀರಾತುಗಳಿಗಾಗಿ bbox=[798, 281, 906, 302]
palike-headline-1: ಬಳ್ಳಾರಿ ಮಹಾನಗರ ಪಾಲಿಕೆ: bbox=[788, 848, 916, 864]
tender-notice bbox=[12, 1252, 228, 1494]
school-paragraph: ಹೊಸಪೇಟೆ ಟೈಮ್ಸ್ ನ್ಯೂಸ್ ಸಿರುಗುಪ್ಪ: ತಾಲ್ಲೂಕಿನ ವೆಂಕಟಕೃಷ್ಣಯ್ಯ ಕ್ಯಾಂಪ್ ನ ಸರ್ಕಾರಿ ಹಿರಿಯ ಪ್ರಾಥಮಿಕ ಶಾಲೆಗೆ 2022-23ನೇ ಸಾಲಿನ ವಿವೇಕ ಯೋಜನೆಯಡಿ ರೂ. 55. 60 ಲಕ್ಷಗಳ ವೆಚ್ಚದಲ್ಲಿ ನಿರ್ಮಿಸಲಾದ ನಾಲ್ಕು ನೂತನ ಕೊಠಡಿಗಳನ್ನು ಶಾಸಕ ಬಿ.ಎಂ.ನಾಗರಾಜ ಉದ್ಘಾಟಿಸಿದರು. ಈ ಕಾರ್ಯಕ್ರಮದಲ್ಲಿ ಕಾಂಗ್ರೆಸ್ ಮುಖಂಡ ಎಸ್.ಕಂಬಣ್ಣ, ಸಿರುಗುಪ್ಪ ತಾಲ್ಲೂಕು ಕ್ಷೇತ್ರ ಶಿಕ್ಷಣಾಧಿಕಾರಿ ಗುರಪ್ಪ, ಶಾಲೆಯ ಎಸ್.ಡಿ.ಎಂ.ಸಿ ಅಧ್ಯಕ್ಷ ಚಂದ್ರಪ್ಪ, ಗ್ರಾಮ ಪಂಚಾಯಿತಿ ಅಧ್ಯಕ್ಷೆ ಶಾಂತಮ್ಮ, ಗ್ರಾಮ ಪಂಚಾಯಿತಿ ಸದಸ್ಯರು, ಮುಖ್ಯಗುರುಗಳು, ಶಿಕ್ಷಕರು ಹಾಗೂ ಗ್ರಾಮಸ್ಥರು ಉಪಸ್ಥಿತರಿದ್ದರು. bbox=[478, 1390, 754, 1442]
tender-work-2: 02.Laying of UPVC line and chmaber near sai colony andd mahalakshmi badavane and chitrakeri in hospete city bbox=[13, 1387, 227, 1409]
sidebar-brand: ಹೊಸಪೇಟೆ ಟೈಮ್ಸ್ bbox=[768, 44, 936, 70]
school-body bbox=[478, 1390, 754, 1498]
tender-title: ಟೆಂಡರ್ ಪ್ರಕಟಣೆ bbox=[13, 1279, 227, 1291]
tender-sign-left: ಸಹಿ/-ಸಹಾಯಕ ಕಾರ್ಯಪಾಲಕ ಅಭಿಯಂತರರು bbox=[16, 1422, 122, 1431]
tender-amount-2: ನಿ.ಮೊ (ಲಕ್ಷಗಳಲ್ಲಿ) : 2.20. ಹೆ.ಮೊ : 5001.00 bbox=[13, 1409, 227, 1421]
palike-byline: ಹೊಸಪೇಟೆ ಟೈಮ್ಸ್ ನ್ಯೂಸ್ bbox=[819, 934, 885, 943]
gudekote-meeting-photo bbox=[204, 1012, 466, 1162]
tender-date-1: 12.02.2025 bbox=[16, 1350, 61, 1359]
